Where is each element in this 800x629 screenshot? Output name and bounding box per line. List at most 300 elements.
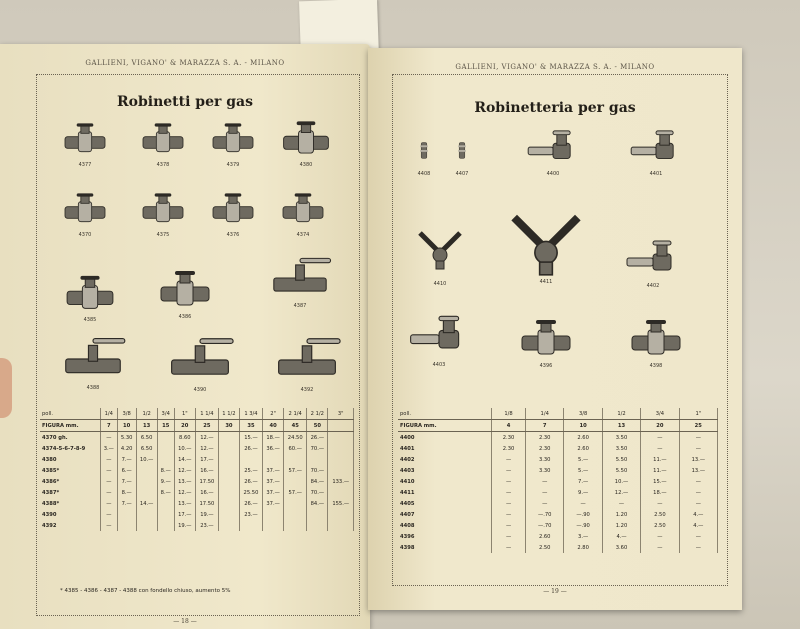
price-cell: 3.— [564,531,602,542]
price-cell: — [679,531,717,542]
price-cell: —.90 [564,509,602,520]
price-cell: 1.20 [602,509,640,520]
price-cell: 9.— [157,476,174,487]
figure-number: 4410 [433,281,447,287]
price-cell: 2.80 [564,542,602,553]
price-cell: — [492,454,526,465]
table-row [398,542,718,553]
price-cell: 19.— [174,520,195,531]
table-row [398,432,718,444]
price-cell [284,476,307,487]
price-cell: 5.50 [602,454,640,465]
left-page-number: — 18 — [173,618,197,625]
valve-illustration-icon [618,238,688,282]
price-cell: 17.— [174,509,195,520]
left-figure [150,269,220,320]
header-mm-size: 20 [174,420,195,432]
price-cell: 13.— [174,498,195,509]
price-cell: 84.— [307,476,328,487]
header-inch-size: 1" [174,408,195,420]
price-cell: 6.50 [136,432,157,444]
price-cell: 23.— [239,509,262,520]
price-cell: 13.— [679,454,717,465]
valve-illustration-icon [60,119,110,161]
figure-number: 4370 [78,232,92,238]
price-cell: 12.— [602,487,640,498]
price-cell [218,498,239,509]
valve-illustration-icon [208,119,258,161]
price-cell: 9.— [564,487,602,498]
row-figure-code: 4405 [398,498,492,509]
left-page [0,44,370,629]
header-inch-size: 1/2 [136,408,157,420]
price-cell: —.70 [526,509,564,520]
price-cell: 12.— [195,432,218,444]
row-figure-code: 4411 [398,487,492,498]
row-figure-code: 4408 [398,520,492,531]
table-row [398,520,718,531]
price-cell: 5.— [564,465,602,476]
price-cell: — [526,498,564,509]
price-cell [157,432,174,444]
price-cell: — [679,432,717,444]
left-figure [262,254,338,309]
price-cell: — [679,498,717,509]
price-cell: 17.— [195,454,218,465]
right-figure [410,130,438,177]
price-cell: 26.— [239,498,262,509]
price-cell: 2.60 [526,531,564,542]
price-cell: — [526,476,564,487]
price-cell [218,520,239,531]
price-cell: 2.60 [564,443,602,454]
price-cell [218,476,239,487]
header-inch-size: 1/8 [492,408,526,420]
price-cell: — [492,465,526,476]
header-inch-size: 3/8 [564,408,602,420]
right-figure [623,128,689,177]
price-cell: 7.— [117,476,136,487]
header-mm-size: 25 [679,420,717,432]
table-row [398,509,718,520]
price-cell [157,498,174,509]
price-cell [307,454,328,465]
price-cell: 37.— [262,498,283,509]
figure-number: 4402 [646,283,660,289]
valve-illustration-icon [410,218,470,280]
price-cell [328,443,354,454]
price-cell [218,487,239,498]
price-cell: 10.— [602,476,640,487]
price-cell: — [641,498,679,509]
right-price-table [398,408,718,553]
price-cell [157,520,174,531]
header-mm-size: 13 [136,420,157,432]
price-cell: — [679,443,717,454]
right-page-title: Robinetteria per gas [474,100,636,116]
valve-illustration-icon [448,130,476,170]
header-mm-size: 7 [100,420,117,432]
price-cell: 5.50 [602,465,640,476]
price-cell: — [100,432,117,444]
left-figure [278,189,328,238]
price-cell: 155.— [328,498,354,509]
price-cell: 2.30 [492,443,526,454]
price-cell: 3.50 [602,443,640,454]
left-figure [262,334,352,393]
price-cell: 4.— [602,531,640,542]
price-cell: 26.— [239,443,262,454]
left-figure [138,189,188,238]
header-mm-size: 15 [157,420,174,432]
price-cell: 19.— [195,509,218,520]
right-figure [518,128,588,177]
price-cell: — [100,465,117,476]
left-figure [150,334,250,393]
valve-illustration-icon [404,313,474,361]
price-cell: 60.— [284,443,307,454]
left-figure [60,119,110,168]
price-cell [328,487,354,498]
figure-number: 4396 [539,363,553,369]
header-figura-label: FIGURA mm. [398,420,492,432]
price-cell: — [100,520,117,531]
header-inch-size: 1" [679,408,717,420]
price-cell: 70.— [307,465,328,476]
price-cell [136,509,157,520]
header-inch-label: poll. [40,408,100,420]
price-cell: 84.— [307,498,328,509]
valve-illustration-icon [60,189,110,231]
header-inch-size: 3" [328,408,354,420]
valve-illustration-icon [138,189,188,231]
price-cell: — [641,542,679,553]
valve-illustration-icon [623,128,689,170]
valve-illustration-icon [55,334,131,384]
right-figure [496,208,596,285]
right-figure [516,318,576,369]
price-cell: 15.— [239,432,262,444]
left-figure [138,119,188,168]
header-mm-size: 45 [284,420,307,432]
valve-illustration-icon [150,334,250,386]
header-inch-size: 1 1/4 [195,408,218,420]
price-cell [136,476,157,487]
price-cell [284,454,307,465]
table-row [398,476,718,487]
price-cell: 16.— [195,465,218,476]
price-cell: 11.— [641,454,679,465]
table-row [40,498,354,509]
row-figure-code: 4400 [398,432,492,444]
price-cell [239,454,262,465]
price-cell: 4.— [679,509,717,520]
price-cell: 37.— [262,476,283,487]
header-inch-size: 3/4 [157,408,174,420]
price-cell: 2.50 [641,520,679,531]
price-cell: 26.— [307,432,328,444]
header-figura-label: FIGURA mm. [40,420,100,432]
price-cell [262,509,283,520]
price-cell [117,509,136,520]
price-cell: 12.— [174,465,195,476]
price-cell: 2.50 [526,542,564,553]
header-mm-size: 40 [262,420,283,432]
price-cell [307,520,328,531]
figure-number: 4403 [432,362,446,368]
price-cell: 37.— [262,487,283,498]
header-inch-size: 2" [262,408,283,420]
price-cell: 3.— [100,443,117,454]
price-cell: —.90 [564,520,602,531]
price-cell: 3.30 [526,454,564,465]
price-cell: 12.— [174,487,195,498]
header-mm-size: 30 [218,420,239,432]
price-cell: 25.50 [239,487,262,498]
price-cell: — [492,531,526,542]
price-cell: — [526,487,564,498]
price-cell: — [492,476,526,487]
price-cell [284,509,307,520]
figure-number: 4376 [226,232,240,238]
price-cell: 2.30 [526,443,564,454]
figure-number: 4408 [417,171,431,177]
row-figure-code: 4402 [398,454,492,465]
figure-number: 4400 [546,171,560,177]
row-figure-code: 4410 [398,476,492,487]
price-cell [328,465,354,476]
price-cell: — [100,476,117,487]
row-figure-code: 4370 gh. [40,432,100,444]
price-cell: — [564,498,602,509]
header-mm-size [328,420,354,432]
price-cell: 2.50 [641,509,679,520]
price-cell: — [100,498,117,509]
figure-number: 4387 [293,303,307,309]
figure-number: 4398 [649,363,663,369]
price-cell [157,454,174,465]
price-cell: 7.— [117,498,136,509]
price-cell: 14.— [136,498,157,509]
price-cell: 70.— [307,487,328,498]
valve-illustration-icon [626,318,686,362]
price-cell [136,520,157,531]
price-cell: — [492,520,526,531]
price-cell: —.70 [526,520,564,531]
header-mm-size: 50 [307,420,328,432]
price-cell: 13.— [679,465,717,476]
header-inch-size: 1/4 [100,408,117,420]
valve-illustration-icon [410,130,438,170]
right-figure [626,318,686,369]
header-mm-size: 35 [239,420,262,432]
price-cell: 8.— [157,487,174,498]
row-figure-code: 4387* [40,487,100,498]
right-figure [448,130,476,177]
price-cell: 7.— [564,476,602,487]
figure-number: 4379 [226,162,240,168]
valve-illustration-icon [262,254,338,302]
table-row [40,509,354,520]
price-cell: 8.60 [174,432,195,444]
table-row [40,520,354,531]
price-cell [218,509,239,520]
price-cell: — [492,509,526,520]
header-mm-size: 4 [492,420,526,432]
header-inch-size: 3/4 [641,408,679,420]
valve-illustration-icon [278,119,334,161]
price-cell: — [492,487,526,498]
price-cell [218,465,239,476]
header-inch-size: 1/2 [602,408,640,420]
figure-number: 4407 [455,171,469,177]
price-cell: — [602,498,640,509]
price-cell: 17.50 [195,476,218,487]
price-cell: — [641,531,679,542]
left-footnote: * 4385 - 4386 - 4387 - 4388 con fondello chiuso, aumento 5% [60,588,231,594]
valve-illustration-icon [278,189,328,231]
price-cell: 24.50 [284,432,307,444]
header-mm-size: 7 [526,420,564,432]
price-cell [262,520,283,531]
figure-number: 4388 [86,385,100,391]
price-cell: 26.— [239,476,262,487]
header-inch-size: 2 1/4 [284,408,307,420]
row-figure-code: 4374-5-6-7-8-9 [40,443,100,454]
left-figure [60,189,110,238]
table-row [40,454,354,465]
price-cell: 1.20 [602,520,640,531]
price-cell: 3.60 [602,542,640,553]
header-mm-size: 25 [195,420,218,432]
valve-illustration-icon [138,119,188,161]
left-price-table [40,408,354,531]
price-cell: — [100,454,117,465]
open-catalog [0,38,750,629]
price-cell: 2.30 [492,432,526,444]
price-cell [307,509,328,520]
row-figure-code: 4380 [40,454,100,465]
price-cell: 2.30 [526,432,564,444]
header-inch-label: poll. [398,408,492,420]
price-cell [218,443,239,454]
price-cell: 4.20 [117,443,136,454]
table-row [398,465,718,476]
table-row [40,443,354,454]
valve-illustration-icon [496,208,596,278]
price-cell: 14.— [174,454,195,465]
price-cell [218,432,239,444]
price-cell: 5.— [564,454,602,465]
price-cell: — [492,498,526,509]
right-figure [410,218,470,287]
right-figure [404,313,474,368]
row-figure-code: 4396 [398,531,492,542]
row-figure-code: 4392 [40,520,100,531]
left-figure [208,189,258,238]
header-mm-size: 10 [564,420,602,432]
price-cell [328,509,354,520]
table-row [398,487,718,498]
price-cell: — [641,432,679,444]
price-cell: 10.— [174,443,195,454]
price-cell: 7.— [117,454,136,465]
row-figure-code: 4386* [40,476,100,487]
price-cell: 4.— [679,520,717,531]
price-cell [284,498,307,509]
table-row [40,465,354,476]
right-figure [618,238,688,289]
price-cell: 6.— [117,465,136,476]
row-figure-code: 4403 [398,465,492,476]
price-cell: — [679,542,717,553]
price-cell: — [100,487,117,498]
price-cell: 12.— [195,443,218,454]
figure-number: 4378 [156,162,170,168]
figure-number: 4411 [539,279,553,285]
valve-illustration-icon [208,189,258,231]
header-inch-size: 3/8 [117,408,136,420]
right-page [368,48,742,610]
price-cell [328,432,354,444]
row-figure-code: 4388* [40,498,100,509]
figure-number: 4386 [178,314,192,320]
row-figure-code: 4385* [40,465,100,476]
valve-illustration-icon [518,128,588,170]
price-cell: 57.— [284,487,307,498]
left-page-title: Robinetti per gas [117,94,253,110]
table-row [40,487,354,498]
row-figure-code: 4398 [398,542,492,553]
price-cell: — [641,443,679,454]
header-inch-size: 1 1/2 [218,408,239,420]
price-cell [117,520,136,531]
hand-thumb [0,358,12,418]
header-inch-size: 2 1/2 [307,408,328,420]
price-cell: 25.— [239,465,262,476]
row-figure-code: 4390 [40,509,100,520]
header-mm-size: 20 [641,420,679,432]
price-cell: 13.— [174,476,195,487]
table-row [398,498,718,509]
price-cell [136,465,157,476]
header-inch-size: 1 3/4 [239,408,262,420]
price-cell: 10.— [136,454,157,465]
table-row [40,476,354,487]
price-cell [284,520,307,531]
price-cell [328,454,354,465]
price-cell: 37.— [262,465,283,476]
price-cell: 18.— [641,487,679,498]
figure-number: 4390 [193,387,207,393]
left-figure [208,119,258,168]
price-cell: 17.50 [195,498,218,509]
price-cell: 3.30 [526,465,564,476]
price-cell: — [100,509,117,520]
table-row [40,432,354,444]
price-cell: 5.30 [117,432,136,444]
price-cell: 8.— [157,465,174,476]
price-cell: 15.— [641,476,679,487]
price-cell: 57.— [284,465,307,476]
price-cell: 18.— [262,432,283,444]
left-figure [278,119,334,168]
price-cell [157,443,174,454]
left-figure [55,334,131,391]
price-cell: 2.60 [564,432,602,444]
table-row [398,531,718,542]
price-cell: 23.— [195,520,218,531]
